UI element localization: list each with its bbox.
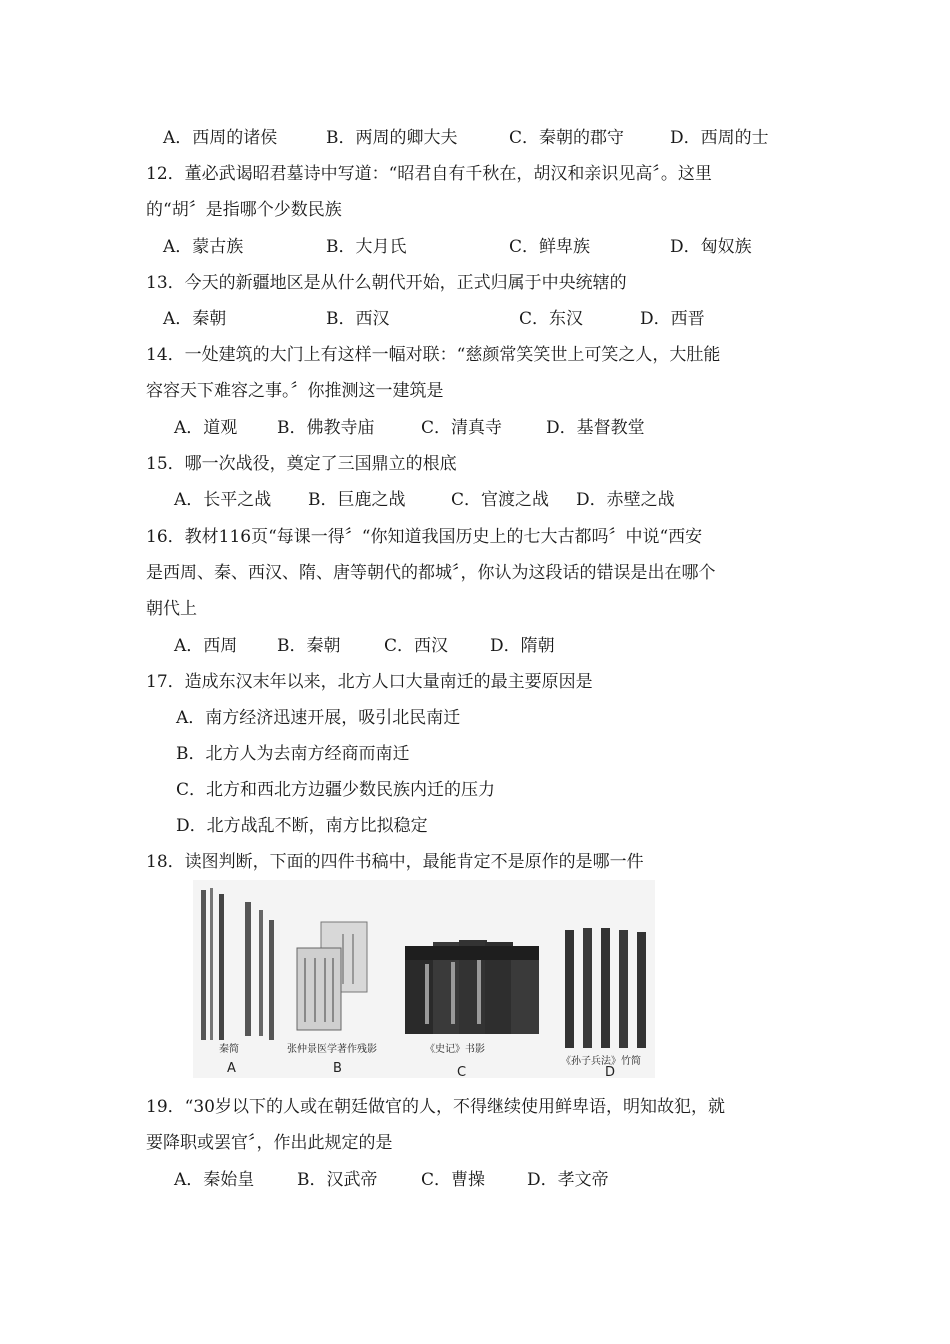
q16-option-d: D．隋朝 [490,636,555,656]
q15-option-a: A．长平之战 [174,490,272,510]
q12-stem-line2: 的“胡〞是指哪个少数民族 [146,200,342,220]
q17-option-a: A．南方经济迅速开展，吸引北民南迁 [176,708,461,728]
caption-c: 《史记》书影 [425,1044,485,1055]
q17-option-d: D．北方战乱不断，南方比拟稳定 [176,816,428,836]
q14-stem-line1: 14．一处建筑的大门上有这样一幅对联：“慈颜常笑笑世上可笑之人，大肚能 [146,345,721,365]
q11-option-c: C．秦朝的郡守 [509,128,625,148]
q14-option-c: C．清真寺 [421,418,503,438]
q16-stem-line2: 是西周、秦、西汉、隋、唐等朝代的都城〞，你认为这段话的错误是出在哪个 [146,563,716,583]
q19-option-d: D．孝文帝 [527,1170,609,1190]
q15-stem-line1: 15．哪一次战役，奠定了三国鼎立的根底 [146,454,457,474]
q12-option-b: B．大月氏 [326,237,407,257]
q13-option-a: A．秦朝 [163,309,227,329]
q19-stem-line2: 要降职或罢官〞，作出此规定的是 [146,1133,393,1153]
q14-option-b: B．佛教寺庙 [277,418,375,438]
q13-option-b: B．西汉 [326,309,390,329]
q16-option-c: C．西汉 [384,636,449,656]
caption-b: 张仲景医学著作残影 [287,1044,377,1055]
q13-option-d: D．西晋 [640,309,705,329]
letter-b: B [333,1061,342,1076]
q11-option-b: B．两周的卿大夫 [326,128,458,148]
q16-stem-line1: 16．教材116页“每课一得〞“你知道我国历史上的七大古都吗〞中说“西安 [146,527,703,547]
q14-option-d: D．基督教堂 [546,418,645,438]
letter-c: C [457,1065,467,1078]
q14-option-a: A．道观 [174,418,238,438]
q13-stem-line1: 13．今天的新疆地区是从什么朝代开始，正式归属于中央统辖的 [146,273,627,293]
q17-option-c: C．北方和西北方边疆少数民族内迁的压力 [176,780,496,800]
q15-option-c: C．官渡之战 [451,490,550,510]
letter-d: D [605,1065,616,1078]
q13-option-c: C．东汉 [519,309,584,329]
manuscripts-figure [193,880,655,1078]
caption-d: 《孙子兵法》竹简 [561,1056,641,1067]
shiji-books-image [405,940,539,1034]
q12-option-a: A．蒙古族 [163,237,244,257]
q11-option-d: D．西周的士 [670,128,769,148]
q14-stem-line2: 容容天下难容之事。〞你推测这一建筑是 [146,381,444,401]
letter-a: A [227,1061,236,1076]
q18-stem-line1: 18．读图判断，下面的四件书稿中，最能肯定不是原作的是哪一件 [146,852,644,872]
q11-option-a: A．西周的诸侯 [163,128,278,148]
q15-option-b: B．巨鹿之战 [308,490,406,510]
q16-option-b: B．秦朝 [277,636,341,656]
q12-stem-line1: 12．董必武谒昭君墓诗中写道：“昭君自有千秋在，胡汉和亲识见高〞。这里 [146,164,712,184]
q15-option-d: D．赤壁之战 [576,490,675,510]
q12-option-c: C．鲜卑族 [509,237,591,257]
q19-option-c: C．曹操 [421,1170,486,1190]
q16-stem-line3: 朝代上 [146,599,197,619]
q19-stem-line1: 19．“30岁以下的人或在朝廷做官的人，不得继续使用鲜卑语，明知故犯，就 [146,1097,725,1117]
q17-stem-line1: 17．造成东汉末年以来，北方人口大量南迁的最主要原因是 [146,672,593,692]
q16-option-a: A．西周 [174,636,238,656]
q19-option-b: B．汉武帝 [297,1170,378,1190]
q17-option-b: B．北方人为去南方经商而南迁 [176,744,410,764]
caption-a: 秦简 [219,1044,239,1055]
q19-option-a: A．秦始皇 [174,1170,255,1190]
q12-option-d: D．匈奴族 [670,237,752,257]
